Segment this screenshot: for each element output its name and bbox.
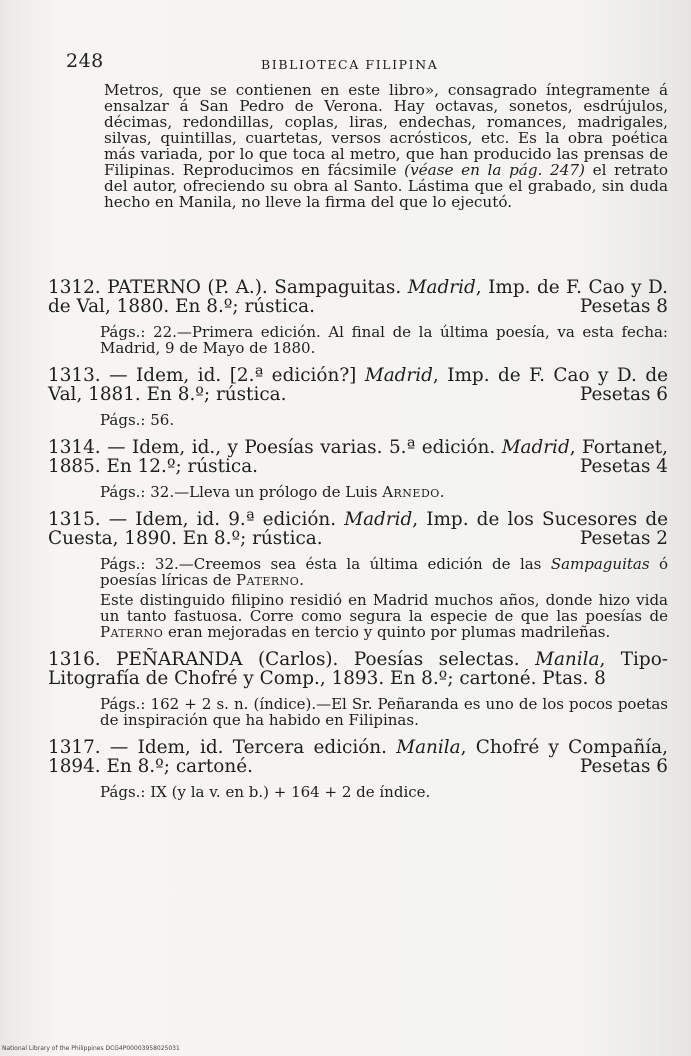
- entry-note: [48, 412, 668, 428]
- entry-price: Pesetas 4: [579, 456, 668, 477]
- entry-heading-text: 1312. PATERNO (P. A.). Sampaguitas.: [48, 277, 408, 298]
- entry-note-text: Págs.: 56.: [100, 411, 175, 429]
- entry-note-title: Sampaguitas: [550, 555, 650, 573]
- entry-note-part: ó poesías líricas de: [100, 555, 668, 589]
- entry-heading-text: , Fortanet, 1885. En 12.º; rústica.: [48, 437, 668, 477]
- entry-1315: [48, 510, 668, 640]
- entry-heading: [48, 510, 668, 548]
- entry-heading-text: 1314. — Idem, id., y Poesías varias. 5.ª edición.: [48, 437, 502, 458]
- entry-price: Pesetas 6: [579, 384, 668, 405]
- bibliography-entries: [48, 278, 668, 810]
- entry-note-text: Págs.: 162 + 2 s. n. (índice).—El Sr. Peñaranda es uno de los pocos poetas de inspiración que ha habido en Filipinas.: [100, 695, 668, 729]
- entry-price: Pesetas 8: [579, 296, 668, 317]
- entry-1313: [48, 366, 668, 428]
- intro-text-a: Metros, que se contienen en este libro», consagrado íntegramente á ensalzar á San Pedro de Verona. Hay octavas, sonetos, esdrújulos, décimas, redondillas, coplas, liras, endechas, romances, madrigales, silvas, quintillas, cuartetas, versos acrósticos, etc. Es la obra poética más variada, por lo que toca al metro, que han producido las prensas de Filipinas. Reproducimos en fácsimile: [104, 81, 668, 179]
- entry-heading: [48, 438, 668, 476]
- entry-note-part: Págs.: 32.—Creemos sea ésta la última edición de las: [100, 555, 551, 573]
- entry-1317: [48, 738, 668, 800]
- entry-note-text: [100, 592, 668, 640]
- intro-reference: (véase en la pág. 247): [404, 161, 585, 179]
- entry-place: Madrid: [407, 277, 476, 298]
- entry-note-text: Págs.: IX (y la v. en b.) + 164 + 2 de índice.: [100, 783, 431, 801]
- entry-place: Madrid: [364, 365, 433, 386]
- entry-note-name: Paterno: [100, 623, 164, 641]
- entry-heading-text: 1315. — Idem, id. 9.ª edición.: [48, 509, 345, 530]
- entry-heading-text: 1313. — Idem, id. [2.ª edición?]: [48, 365, 365, 386]
- entry-1312: [48, 278, 668, 356]
- entry-note-text: [100, 556, 668, 588]
- entry-note-part: .: [439, 483, 445, 501]
- entry-note: [48, 696, 668, 728]
- entry-note-text: [100, 484, 668, 500]
- intro-paragraph: [104, 82, 668, 210]
- entry-note: [48, 484, 668, 500]
- entry-place: Madrid: [344, 509, 413, 530]
- entry-heading-text: , Chofré y Compañía, 1894. En 8.º; cartoné.: [48, 737, 668, 777]
- intro-text-b: el retrato del autor, ofreciendo su obra al Santo. Lástima que el grabado, sin duda hecho en Manila, no lleve la firma del que lo ejecutó.: [104, 161, 669, 211]
- entry-note-part: eran mejoradas en tercio y quinto por plumas madrileñas.: [163, 623, 611, 641]
- running-title: BIBLIOTECA FILIPINA: [261, 57, 439, 72]
- page-number: 248: [66, 50, 104, 72]
- entry-note: [48, 556, 668, 640]
- entry-note-name: Paterno: [236, 571, 300, 589]
- entry-heading: [48, 650, 668, 688]
- entry-place: Manila: [535, 649, 600, 670]
- entry-price: Pesetas 2: [579, 528, 668, 549]
- entry-place: Madrid: [501, 437, 570, 458]
- entry-heading: [48, 738, 668, 776]
- scan-credit: National Library of the Philippines DCG4P00003958025031: [2, 1045, 180, 1052]
- entry-note-name: Arnedo: [382, 483, 440, 501]
- entry-place: Manila: [396, 737, 461, 758]
- page-header: [66, 50, 651, 76]
- entry-price: Pesetas 6: [579, 756, 668, 777]
- entry-note: [48, 784, 668, 800]
- entry-heading-text: , Imp. de los Sucesores de Cuesta, 1890. En 8.º; rústica.: [48, 509, 668, 549]
- entry-note: [48, 324, 668, 356]
- entry-note-part: Págs.: 32.—Lleva un prólogo de Luis: [100, 483, 383, 501]
- entry-note-part: .: [299, 571, 305, 589]
- entry-1314: [48, 438, 668, 500]
- entry-heading-text: , Imp. de F. Cao y D. de Val, 1881. En 8.º; rústica.: [48, 365, 668, 405]
- entry-heading-text: , Tipo-Litografía de Chofré y Comp., 1893. En 8.º; cartoné. Ptas. 8: [48, 649, 668, 689]
- entry-note-part: Este distinguido filipino residió en Madrid muchos años, donde hizo vida un tanto fastuosa. Corre como segura la especie de que las poesías de: [100, 591, 668, 625]
- entry-heading-text: 1316. PEÑARANDA (Carlos). Poesías selectas.: [48, 649, 536, 670]
- entry-heading: [48, 278, 668, 316]
- entry-heading-text: 1317. — Idem, id. Tercera edición.: [48, 737, 397, 758]
- entry-1316: [48, 650, 668, 728]
- entry-heading: [48, 366, 668, 404]
- entry-note-text: Págs.: 22.—Primera edición. Al final de la última poesía, va esta fecha: Madrid, 9 de Mayo de 1880.: [100, 323, 668, 357]
- entry-heading-text: , Imp. de F. Cao y D. de Val, 1880. En 8.º; rústica.: [48, 277, 668, 317]
